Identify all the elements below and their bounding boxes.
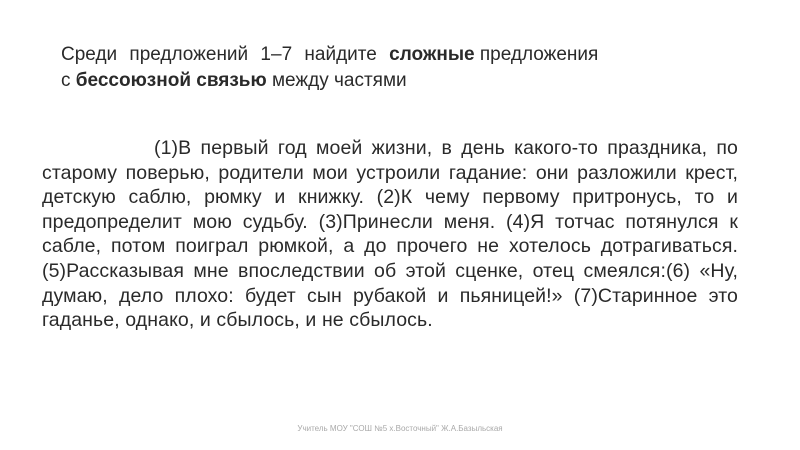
text-passage: (1)В первый год моей жизни, в день какого-то праздника, по старому поверью, родители мои устроили гадание: они разложили крест, детскую саблю, рюмку и книжку. (2)К чему первому притронусь, то и предопределит мою судьбу. (3)Принесли меня. (4)Я тотчас потянулся к сабле, потом поиграл рюмкой, а до прочего не хотелось дотрагиваться. (5)Рассказывая мне впоследствии об этой сценке, отец смеялся:(6) «Ну, думаю, дело плохо: будет сын рубакой и пьяницей!» (7)Старинное это гаданье, однако, и сбылось, и не сбылось.: [42, 137, 738, 332]
task-line-1: [61, 42, 741, 68]
task-text: предложения: [474, 44, 599, 65]
task-emphasis-complex: сложные: [389, 44, 475, 65]
task-text: Среди предложений 1–7 найдите: [61, 44, 390, 65]
task-emphasis-asyndetic: бессоюзной связью: [75, 70, 267, 91]
author-footer: Учитель МОУ "СОШ №5 х.Восточный" Ж.А.Базыльская: [297, 424, 503, 433]
task-line-2: [61, 68, 741, 94]
task-text: между частями: [266, 70, 407, 91]
task-text: с: [61, 70, 76, 91]
task-heading: [61, 42, 741, 94]
